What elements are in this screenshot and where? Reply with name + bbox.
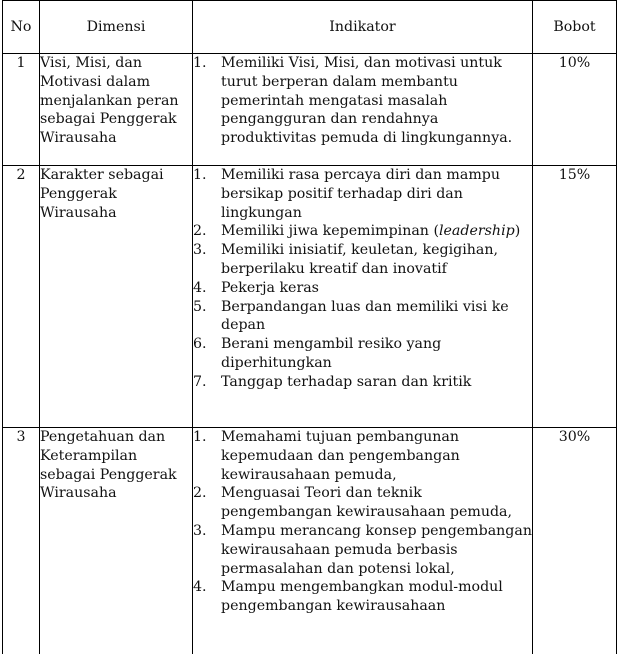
item-text: Mampu merancang konsep pengembangan kewirausahaan pemuda berbasis permasalahan dan potensi lokal,: [221, 522, 532, 577]
cell-no: 1: [3, 54, 40, 166]
header-indikator: Indikator: [193, 1, 533, 54]
item-text: Memiliki Visi, Misi, dan motivasi untuk turut berperan dalam membantu pemerintah mengatasi masalah pengangguran dan rendahnya produktivitas pemuda di lingkungannya.: [221, 55, 513, 147]
item-text: Menguasai Teori dan teknik pengembangan kewirausahaan pemuda,: [221, 485, 513, 521]
item-number: 2.: [193, 223, 207, 240]
item-text: Tanggap terhadap saran dan kritik: [221, 373, 472, 390]
cell-indikator: [193, 54, 533, 166]
item-text: Memiliki inisiatif, keuletan, kegigihan, berperilaku kreatif dan inovatif: [221, 242, 498, 277]
cell-no: 3: [3, 428, 40, 657]
item-text: Berpandangan luas dan memiliki visi ke depan: [221, 298, 509, 334]
cell-indikator: [193, 166, 533, 428]
dimensi-text: Karakter sebagai Penggerak Wirausaha: [40, 167, 164, 221]
list-item: [193, 298, 532, 336]
table-row: [3, 166, 617, 428]
item-number: 3.: [193, 242, 207, 259]
item-text: Memiliki rasa percaya diri dan mampu bersikap positif terhadap diri dan lingkungan: [221, 167, 500, 221]
indicator-list: [193, 54, 532, 148]
list-item: [193, 373, 532, 392]
list-item: [193, 279, 532, 298]
dimensi-text: Visi, Misi, dan Motivasi dalam menjalankan peran sebagai Penggerak Wirausaha: [40, 55, 179, 147]
cell-dimensi: [40, 428, 193, 657]
item-number: 4.: [193, 279, 207, 296]
item-text: Berani mengambil resiko yang diperhitungkan: [221, 336, 442, 371]
list-item: [193, 428, 532, 484]
indicator-list: [193, 428, 532, 616]
item-text: Memiliki jiwa kepemimpinan: [221, 223, 429, 240]
cell-bobot: 30%: [533, 428, 617, 657]
cell-bobot: 15%: [533, 166, 617, 428]
list-item: [193, 335, 532, 373]
table-header-row: [3, 1, 617, 54]
cell-dimensi: [40, 54, 193, 166]
list-item: [193, 578, 532, 616]
item-number: 2.: [193, 485, 207, 502]
header-bobot: Bobot: [533, 1, 617, 54]
header-dimensi: Dimensi: [40, 1, 193, 54]
cell-no: 2: [3, 166, 40, 428]
item-number: 6.: [193, 336, 207, 353]
table-row: [3, 54, 617, 166]
item-number: 1.: [193, 55, 207, 71]
item-italic-term: leadership: [439, 223, 515, 240]
indicator-list: [193, 166, 532, 392]
item-number: 1.: [193, 429, 207, 445]
cell-dimensi: [40, 166, 193, 428]
list-item: [193, 222, 532, 241]
header-no: No: [3, 1, 40, 54]
list-item: [193, 54, 532, 148]
item-number: 1.: [193, 167, 207, 183]
indicator-table: [2, 0, 617, 657]
table-row: [3, 428, 617, 657]
item-text-composite: Memiliki jiwa kepemimpinan (leadership): [221, 223, 521, 240]
item-number: 4.: [193, 579, 207, 596]
item-text: Mampu mengembangkan modul-modul pengembangan kewirausahaan: [221, 579, 503, 615]
cell-indikator: [193, 428, 533, 657]
cell-bobot: 10%: [533, 54, 617, 166]
item-number: 5.: [193, 298, 207, 315]
dimensi-text: Pengetahuan dan Keterampilan sebagai Penggerak Wirausaha: [40, 429, 177, 502]
item-number: 7.: [193, 373, 207, 390]
list-item: [193, 241, 532, 279]
list-item: [193, 522, 532, 578]
item-text: Pekerja keras: [221, 279, 319, 296]
list-item: [193, 484, 532, 522]
item-text: Memahami tujuan pembangunan kepemudaan dan pengembangan kewirausahaan pemuda,: [221, 429, 460, 483]
list-item: [193, 166, 532, 222]
item-number: 3.: [193, 522, 207, 539]
